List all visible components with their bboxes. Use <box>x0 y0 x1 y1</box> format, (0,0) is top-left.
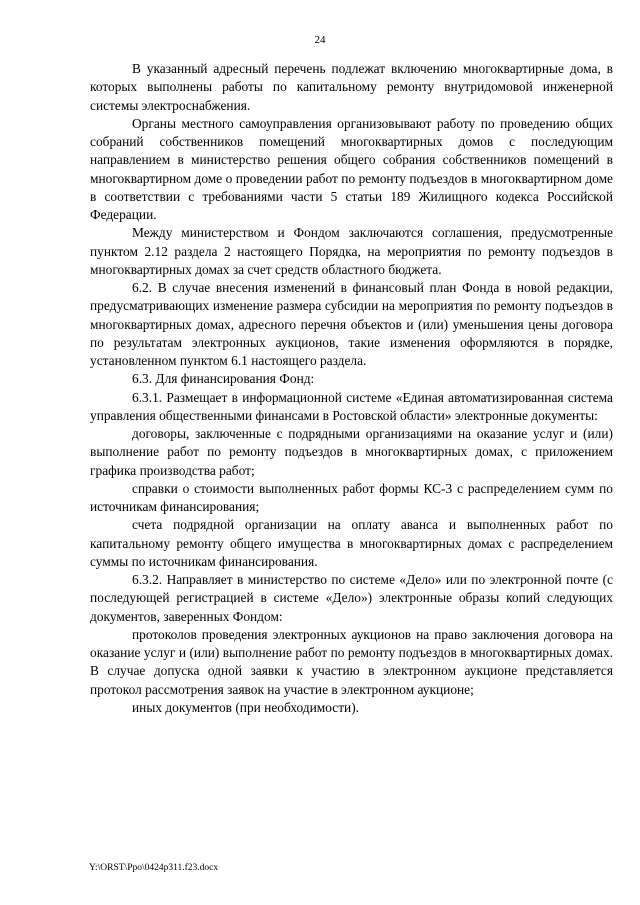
list-item-contracts: договоры, заключенные с подрядными организациями на оказание услуг и (или) выполнение работ по ремонту подъездов в многоквартирных домах, с приложением графика производства работ; <box>90 426 613 478</box>
paragraph-6-3: 6.3. Для финансирования Фонд: <box>132 371 315 387</box>
list-item-auction-protocols: протоколов проведения электронных аукционов на право заключения договора на оказание услуг и (или) выполнение работ по ремонту подъездов в многоквартирных домах. В случае допуска одной заявки к участию в электронном аукционе представляется протокол рассмотрения заявок на участие в электронном аукционе; <box>90 626 613 697</box>
list-item-ks3-certificates: справки о стоимости выполненных работ формы КС-3 с распределением сумм по источникам финансирования; <box>90 480 613 514</box>
paragraph-6-3-2: 6.3.2. Направляет в министерство по системе «Дело» или по электронной почте (с последующей регистрацией в системе «Дело») электронные образы копий следующих документов, заверенных Фондом: <box>90 572 613 624</box>
list-item-other-documents: иных документов (при необходимости). <box>132 699 360 715</box>
paragraph-6-2: 6.2. В случае внесения изменений в финансовый план Фонда в новой редакции, предусматривающих изменение размера субсидии на мероприятия по ремонту подъездов в многоквартирных домах, адресного перечня объектов и (или) уменьшения цены договора по результатам электронных аукционов, такие изменения оформляются в порядке, установленном пунктом 6.1 настоящего раздела. <box>90 280 613 368</box>
footer-file-path: Y:\ORST\Ppo\0424p311.f23.docx <box>89 863 219 873</box>
paragraph-address-list: В указанный адресный перечень подлежат включению многоквартирные дома, в которых выполнены работы по капитальному ремонту внутридомовой инженерной системы электроснабжения. <box>90 61 613 113</box>
paragraph-agreements: Между министерством и Фондом заключаются соглашения, предусмотренные пунктом 2.12 раздела 2 настоящего Порядка, на мероприятия по ремонту подъездов в многоквартирных домах за счет средств областного бюджета. <box>90 225 613 277</box>
list-item-invoices: счета подрядной организации на оплату аванса и выполненных работ по капитальному ремонту общего имущества в многоквартирных домах с распределением суммы по источникам финансирования. <box>90 517 613 569</box>
document-body <box>90 60 613 717</box>
paragraph-local-government: Органы местного самоуправления организовывают работу по проведению общих собраний собственников помещений многоквартирных домов с последующим направлением в министерство решения общего собрания собственников помещений в многоквартирном доме о проведении работ по ремонту подъездов в многоквартирном доме в соответствии с требованиями части 5 статьи 189 Жилищного кодекса Российской Федерации. <box>90 115 613 222</box>
page-number: 24 <box>314 34 326 46</box>
paragraph-6-3-1: 6.3.1. Размещает в информационной системе «Единая автоматизированная система управления общественными финансами в Ростовской области» электронные документы: <box>90 389 613 423</box>
